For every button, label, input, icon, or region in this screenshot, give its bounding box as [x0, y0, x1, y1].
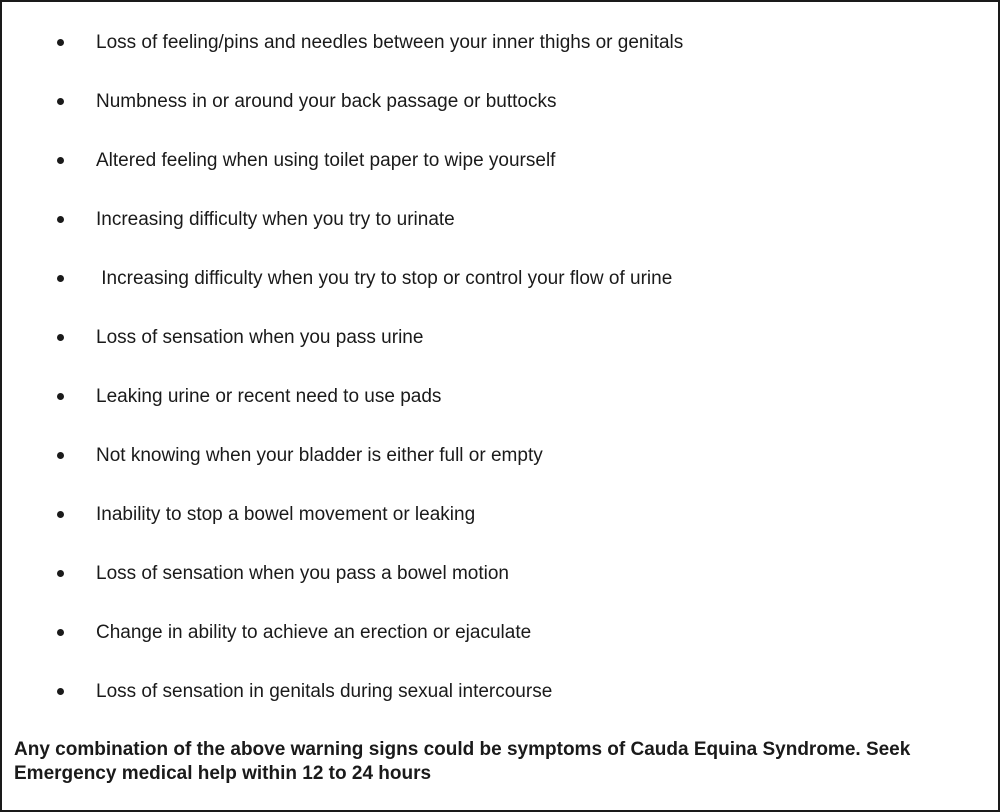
symptom-text: Change in ability to achieve an erection or ejaculate — [96, 622, 532, 643]
list-item — [2, 323, 998, 353]
bullet-icon — [57, 511, 64, 518]
bullet-icon — [57, 629, 64, 636]
list-item — [2, 28, 998, 58]
list-item — [2, 618, 998, 648]
symptom-text: Altered feeling when using toilet paper to wipe yourself — [96, 150, 556, 171]
symptom-text: Increasing difficulty when you try to urinate — [96, 209, 455, 230]
bullet-icon — [57, 334, 64, 341]
list-item — [2, 205, 998, 235]
bullet-icon — [57, 275, 64, 282]
symptom-text: Loss of sensation when you pass a bowel motion — [96, 563, 509, 584]
symptom-text: Loss of feeling/pins and needles between your inner thighs or genitals — [96, 32, 684, 53]
bullet-icon — [57, 452, 64, 459]
warning-statement: Any combination of the above warning signs could be symptoms of Cauda Equina Syndrome. Seek Emergency medical help within 12 to 24 hours — [14, 739, 911, 784]
symptom-text: Leaking urine or recent need to use pads — [96, 386, 442, 407]
list-item — [2, 500, 998, 530]
bullet-icon — [57, 39, 64, 46]
symptom-text: Numbness in or around your back passage or buttocks — [96, 91, 557, 112]
list-item — [2, 559, 998, 589]
list-item — [2, 382, 998, 412]
bullet-icon — [57, 216, 64, 223]
bullet-icon — [57, 157, 64, 164]
list-item — [2, 146, 998, 176]
list-item — [2, 87, 998, 117]
symptom-text: Inability to stop a bowel movement or leaking — [96, 504, 476, 525]
symptom-text: Loss of sensation in genitals during sexual intercourse — [96, 681, 553, 702]
symptom-text: Increasing difficulty when you try to stop or control your flow of urine — [96, 268, 673, 289]
bullet-icon — [57, 688, 64, 695]
list-item — [2, 677, 998, 707]
bullet-icon — [57, 393, 64, 400]
bullet-icon — [57, 570, 64, 577]
bullet-icon — [57, 98, 64, 105]
symptom-text: Loss of sensation when you pass urine — [96, 327, 424, 348]
list-item — [2, 441, 998, 471]
symptom-text: Not knowing when your bladder is either full or empty — [96, 445, 543, 466]
list-item — [2, 264, 998, 294]
